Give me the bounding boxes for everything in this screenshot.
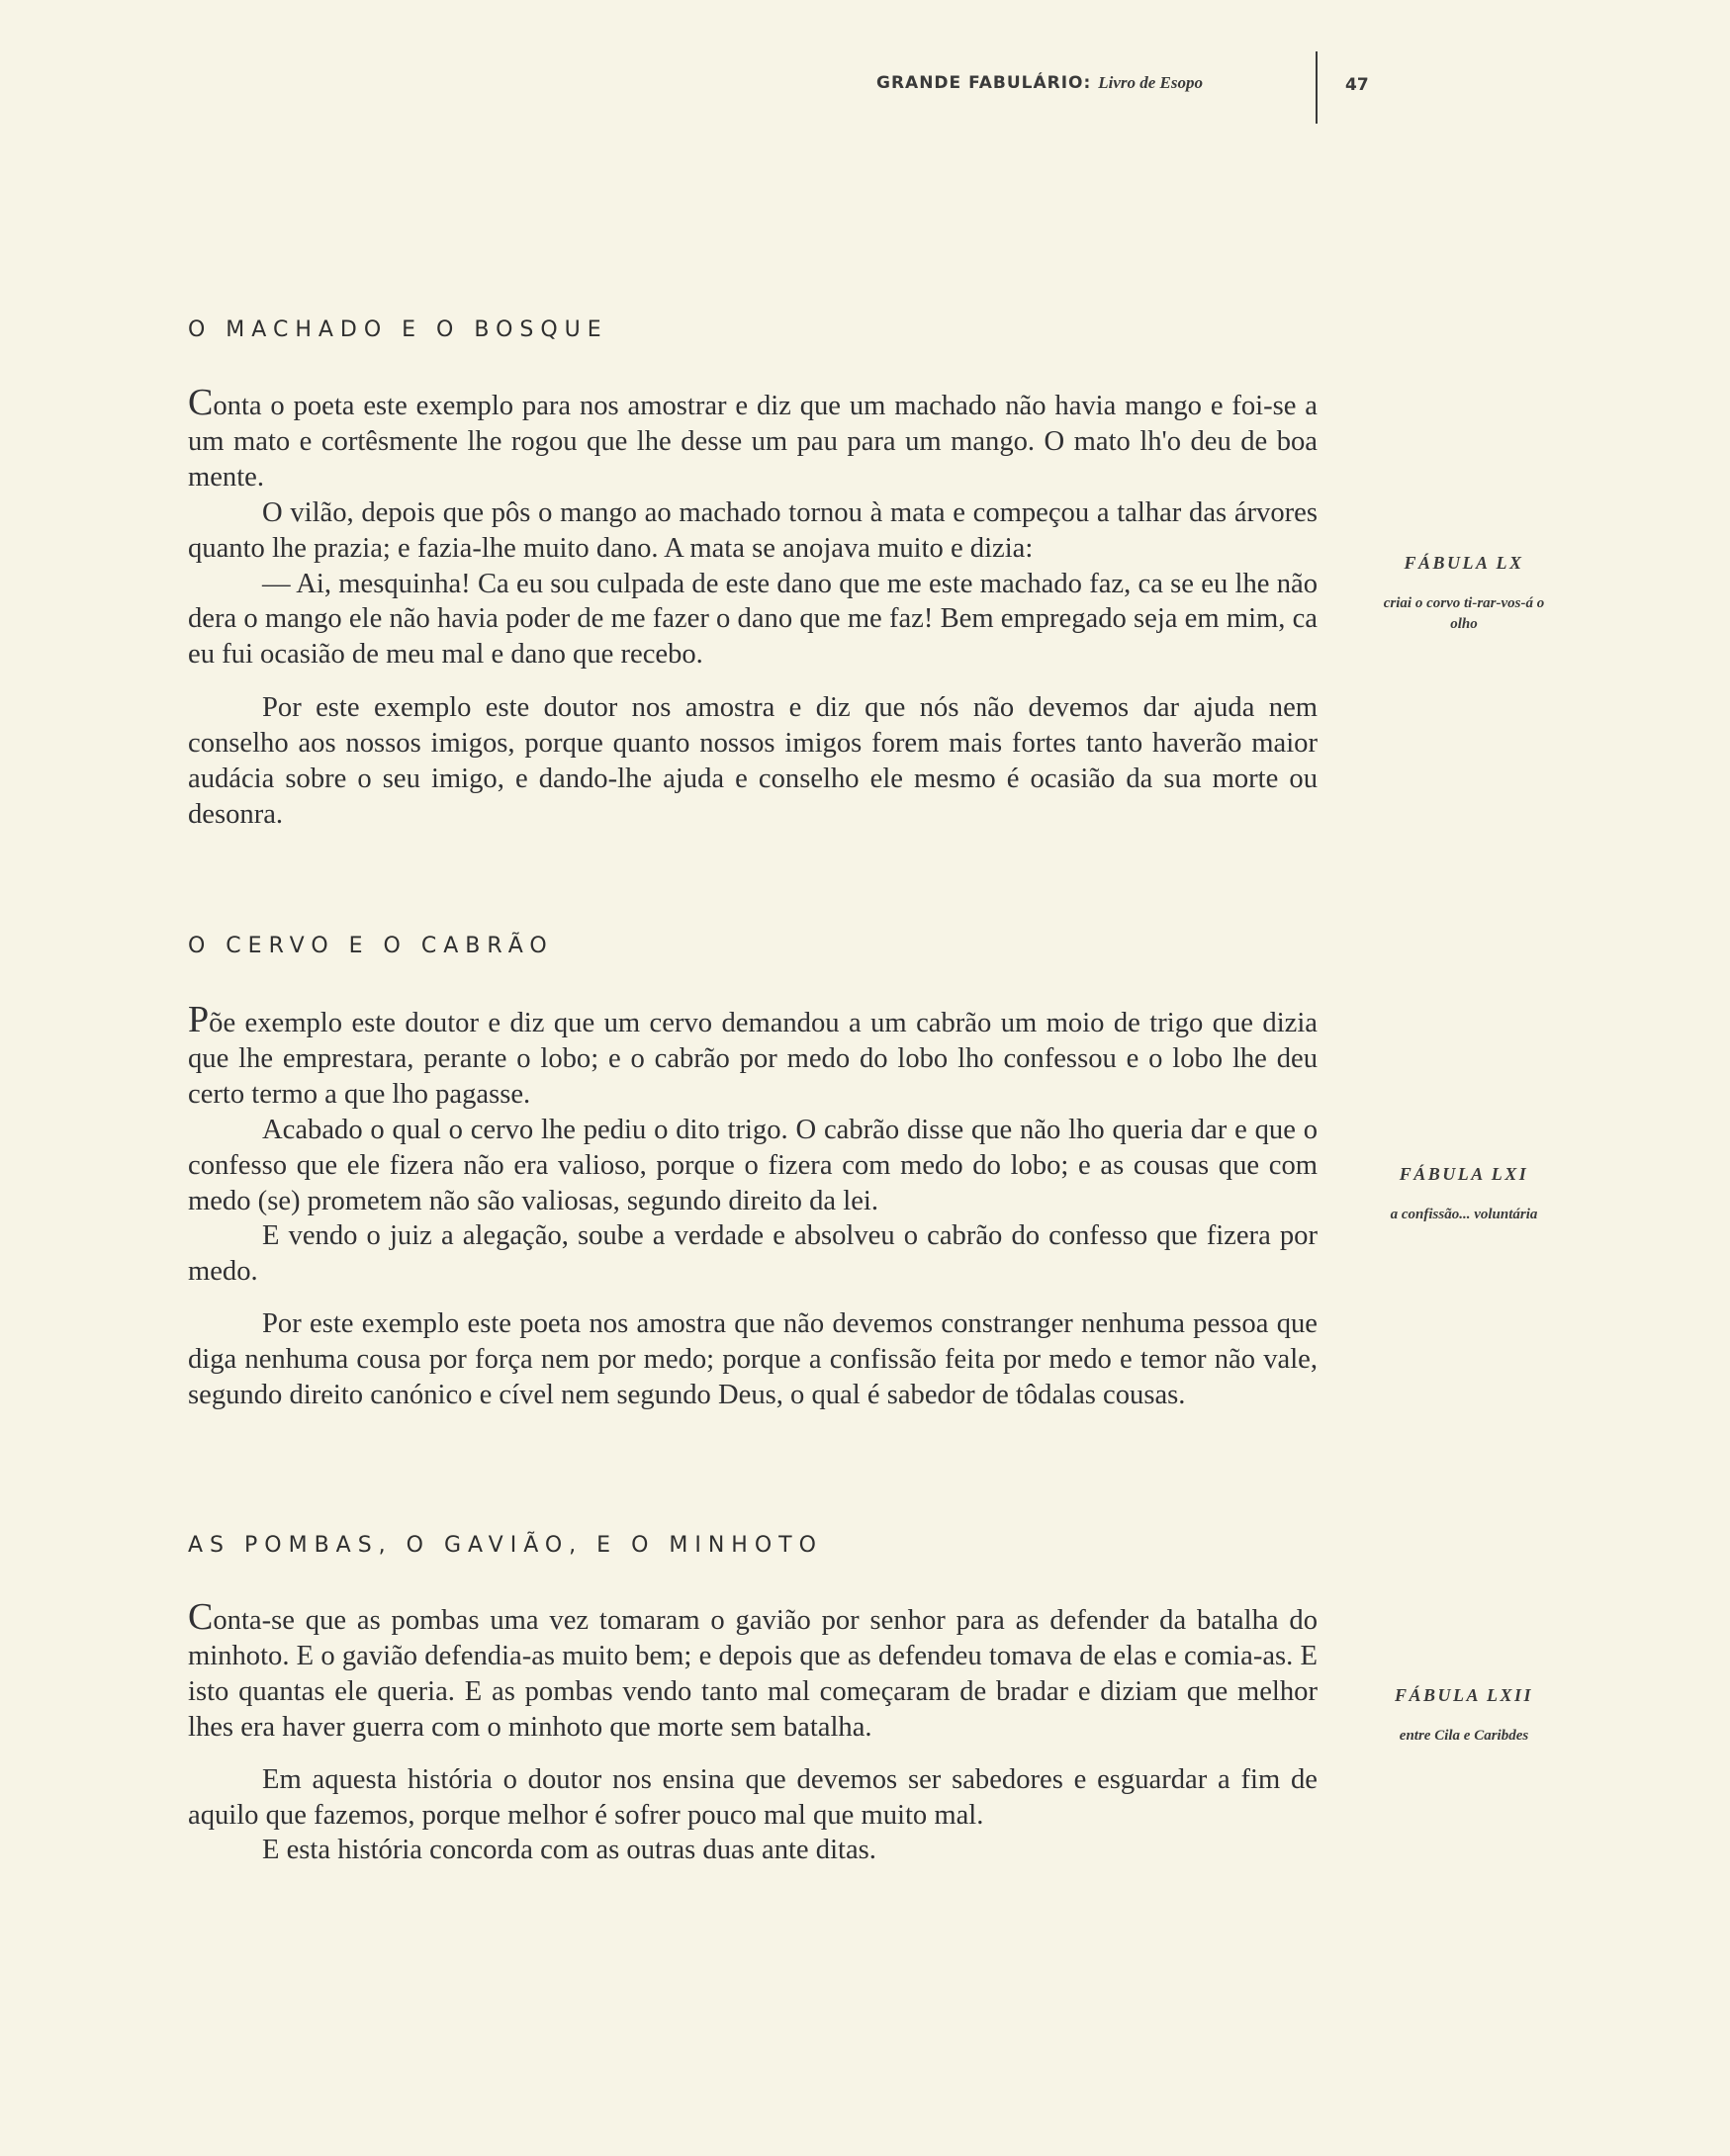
fable-number: FÁBULA LX (1404, 553, 1524, 573)
margin-gloss: a confissão... voluntária (1390, 1207, 1538, 1222)
paragraph: Põe exemplo este doutor e diz que um cervo demandou a um cabrão um moio de trigo que dizia que lhe emprestara, perante o lobo; e o cabrão por medo do lobo lho confessou e o lobo lhe deu certo termo a que lho pagasse. (188, 999, 1318, 1110)
fable-number: FÁBULA LXI (1399, 1164, 1529, 1184)
margin-note (1359, 553, 1569, 635)
fable-text (188, 1596, 1318, 1868)
margin-gloss: entre Cila e Caribdes (1399, 1728, 1529, 1744)
header-divider (1316, 51, 1318, 124)
moral-paragraph: Em aquesta história o doutor nos ensina que devemos ser sabedores e esguardar a fim de aquilo que fazemos, porque melhor é sofrer pouco mal que muito mal. (188, 1763, 1318, 1831)
moral-paragraph: Por este exemplo este poeta nos amostra que não devemos constranger nenhuma pessoa que diga nenhuma cousa por força nem por medo; porque a confissão feita por medo e temor não vale, segundo direito canónico e cível nem segundo Deus, o qual é sabedor de tôdalas cousas. (188, 1308, 1318, 1411)
paragraph: Conta o poeta este exemplo para nos amostrar e diz que um machado não havia mango e foi-se a um mato e cortêsmente lhe rogou que lhe desse um pau para um mango. O mato lh'o deu de boa mente. (188, 382, 1318, 493)
paragraph: E vendo o juiz a alegação, soube a verdade e absolveu o cabrão do confesso que fizera por medo. (188, 1220, 1318, 1288)
book-subtitle: Livro de Esopo (1098, 73, 1204, 92)
margin-note (1359, 1164, 1569, 1225)
fable-number: FÁBULA LXII (1394, 1685, 1534, 1705)
page-number: 47 (1345, 75, 1369, 95)
running-header (876, 73, 1203, 93)
fable-text (188, 382, 1318, 833)
book-title: GRANDE FABULÁRIO: (876, 73, 1092, 93)
paragraph: Acabado o qual o cervo lhe pediu o dito trigo. O cabrão disse que não lho queria dar e que o confesso que ele fizera não era valioso, porque o fizera com medo do lobo; e as cousas que com medo (se) prometem não são valiosas, segundo direito da lei. (188, 1114, 1318, 1216)
paragraph: E esta história concorda com as outras duas ante ditas. (262, 1835, 876, 1866)
margin-note (1359, 1685, 1569, 1747)
margin-gloss: criai o corvo ti-rar-vos-á o olho (1383, 595, 1545, 632)
paragraph: Conta-se que as pombas uma vez tomaram o gavião por senhor para as defender da batalha do minhoto. E o gavião defendia-as muito bem; e depois que as defendeu tomava de elas e comia-as. E isto quantas ele queria. E as pombas vendo tanto mal começaram de bradar e diziam que melhor lhes era haver guerra com o minhoto que morte sem batalha. (188, 1596, 1318, 1743)
fable-title: AS POMBAS, O GAVIÃO, E O MINHOTO (188, 1533, 823, 1558)
paragraph: — Ai, mesquinha! Ca eu sou culpada de este dano que me este machado faz, ca se eu lhe não dera o mango ele não havia poder de me fazer o dano que me faz! Bem empregado seja em mim, ca eu fui ocasião de meu mal e dano que recebo. (188, 568, 1318, 671)
moral-paragraph: Por este exemplo este doutor nos amostra e diz que nós não devemos dar ajuda nem conselho aos nossos imigos, porque quanto nossos imigos forem mais fortes tanto haverão maior audácia sobre o seu imigo, e dando-lhe ajuda e conselho ele mesmo é ocasião da sua morte ou desonra. (188, 692, 1318, 830)
fable-text (188, 999, 1318, 1413)
fable-title: O MACHADO E O BOSQUE (188, 317, 608, 342)
paragraph: O vilão, depois que pôs o mango ao machado tornou à mata e compeçou a talhar das árvores quanto lhe prazia; e fazia-lhe muito dano. A mata se anojava muito e dizia: (188, 496, 1318, 564)
fable-title: O CERVO E O CABRÃO (188, 934, 554, 958)
